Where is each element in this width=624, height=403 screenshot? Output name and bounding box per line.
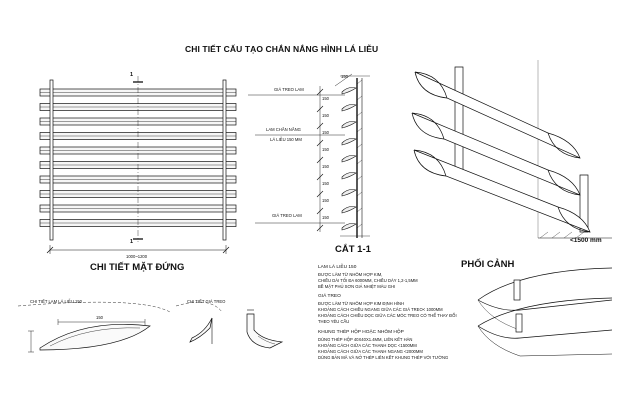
drawing-title: CHI TIẾT CẤU TẠO CHẮN NẮNG HÌNH LÁ LIỄU <box>185 44 379 54</box>
callout-blade: LAM CHẮN NẮNG <box>266 127 301 132</box>
perspective-detail-drawing <box>478 268 612 356</box>
note-blade-heading: LAM LÁ LIỄU 150 <box>318 265 357 270</box>
note-blade-line-2: CHIỀU DÀI TỐI ĐA 6000MM, CHIỀU DÀY 1,2-1,5MM <box>318 278 418 283</box>
section-dim-1: 150 <box>322 96 329 101</box>
post-spacing-label: <1500 mm <box>570 237 602 244</box>
note-bracket-line-1: ĐƯỢC LÀM TỪ NHÔM HỢP KIM ĐỊNH HÌNH <box>318 301 405 306</box>
note-bracket-line-4: THEO YÊU CẦU <box>318 319 350 324</box>
note-blade-line-3: BỀ MẶT PHỦ SƠN GIẢ NHIỆT MÀU GHI <box>318 284 396 289</box>
elevation-drawing <box>40 76 236 254</box>
note-frame-line-2: KHOẢNG CÁCH GIỮA CÁC THANH DỌC <1500MM <box>318 343 417 348</box>
section-dim-top: 150 <box>341 74 348 79</box>
note-bracket-line-2: KHOẢNG CÁCH CHIỀU NGANG GIỮA CÁC GIÁ TREO< 1000MM <box>318 307 443 312</box>
note-blade-line-1: ĐƯỢC LÀM TỪ NHÔM HỢP KIM, <box>318 272 383 277</box>
elevation-label: CHI TIẾT MẶT ĐỨNG <box>90 262 185 273</box>
section-dim-2: 150 <box>322 113 329 118</box>
section-mark-top: 1 <box>130 72 134 78</box>
note-bracket-line-3: KHOẢNG CÁCH CHIỀU DỌC GIỮA CÁC MÓC TREO CÓ THỂ THAY ĐỔI <box>318 313 457 318</box>
callout-blade-size: LÁ LIỄU 150 MM <box>270 137 302 142</box>
bracket-detail-label: CHI TIẾT GIÁ TREO <box>187 299 226 304</box>
width-dimension: 1000~1200 <box>126 254 148 259</box>
section-label: CẮT 1-1 <box>335 244 371 255</box>
section-dim-7: 150 <box>322 198 329 203</box>
section-dim-4: 150 <box>322 147 329 152</box>
section-drawing <box>248 74 370 238</box>
note-bracket-heading: GIÁ TREO <box>318 294 341 299</box>
section-dim-6: 150 <box>322 181 329 186</box>
perspective-drawing <box>412 60 612 238</box>
perspective-detail-label: PHỐI CẢNH <box>461 259 515 270</box>
section-blades <box>342 88 356 231</box>
blade-detail-dim: 150 <box>96 315 103 320</box>
note-frame-line-4: DÙNG BẢN MÃ VÀ NỞ THÉP LIÊN KẾT KHUNG THÉP VỚI TƯỜNG <box>318 355 449 360</box>
blade-detail-label: CHI TIẾT LAM LÁ LIỄU 150 <box>30 299 82 304</box>
note-frame-line-3: KHOẢNG CÁCH GIỮA CÁC THANH NGANG <2000MM <box>318 349 423 354</box>
callout-bracket-top: GIÁ TREO LAM <box>274 87 304 92</box>
section-mark-bottom: 1 <box>130 239 134 245</box>
note-frame-heading: KHUNG THÉP HỘP HOẶC NHÔM HỘP <box>318 330 404 335</box>
section-dim-3: 150 <box>322 130 329 135</box>
callout-bracket-bottom: GIÁ TREO LAM <box>272 213 302 218</box>
note-frame-line-1: DÙNG THÉP HỘP 40X40X1.4MM, LIÊN KẾT HÀN <box>318 337 413 342</box>
section-dim-8: 150 <box>322 215 329 220</box>
section-dim-5: 150 <box>322 164 329 169</box>
